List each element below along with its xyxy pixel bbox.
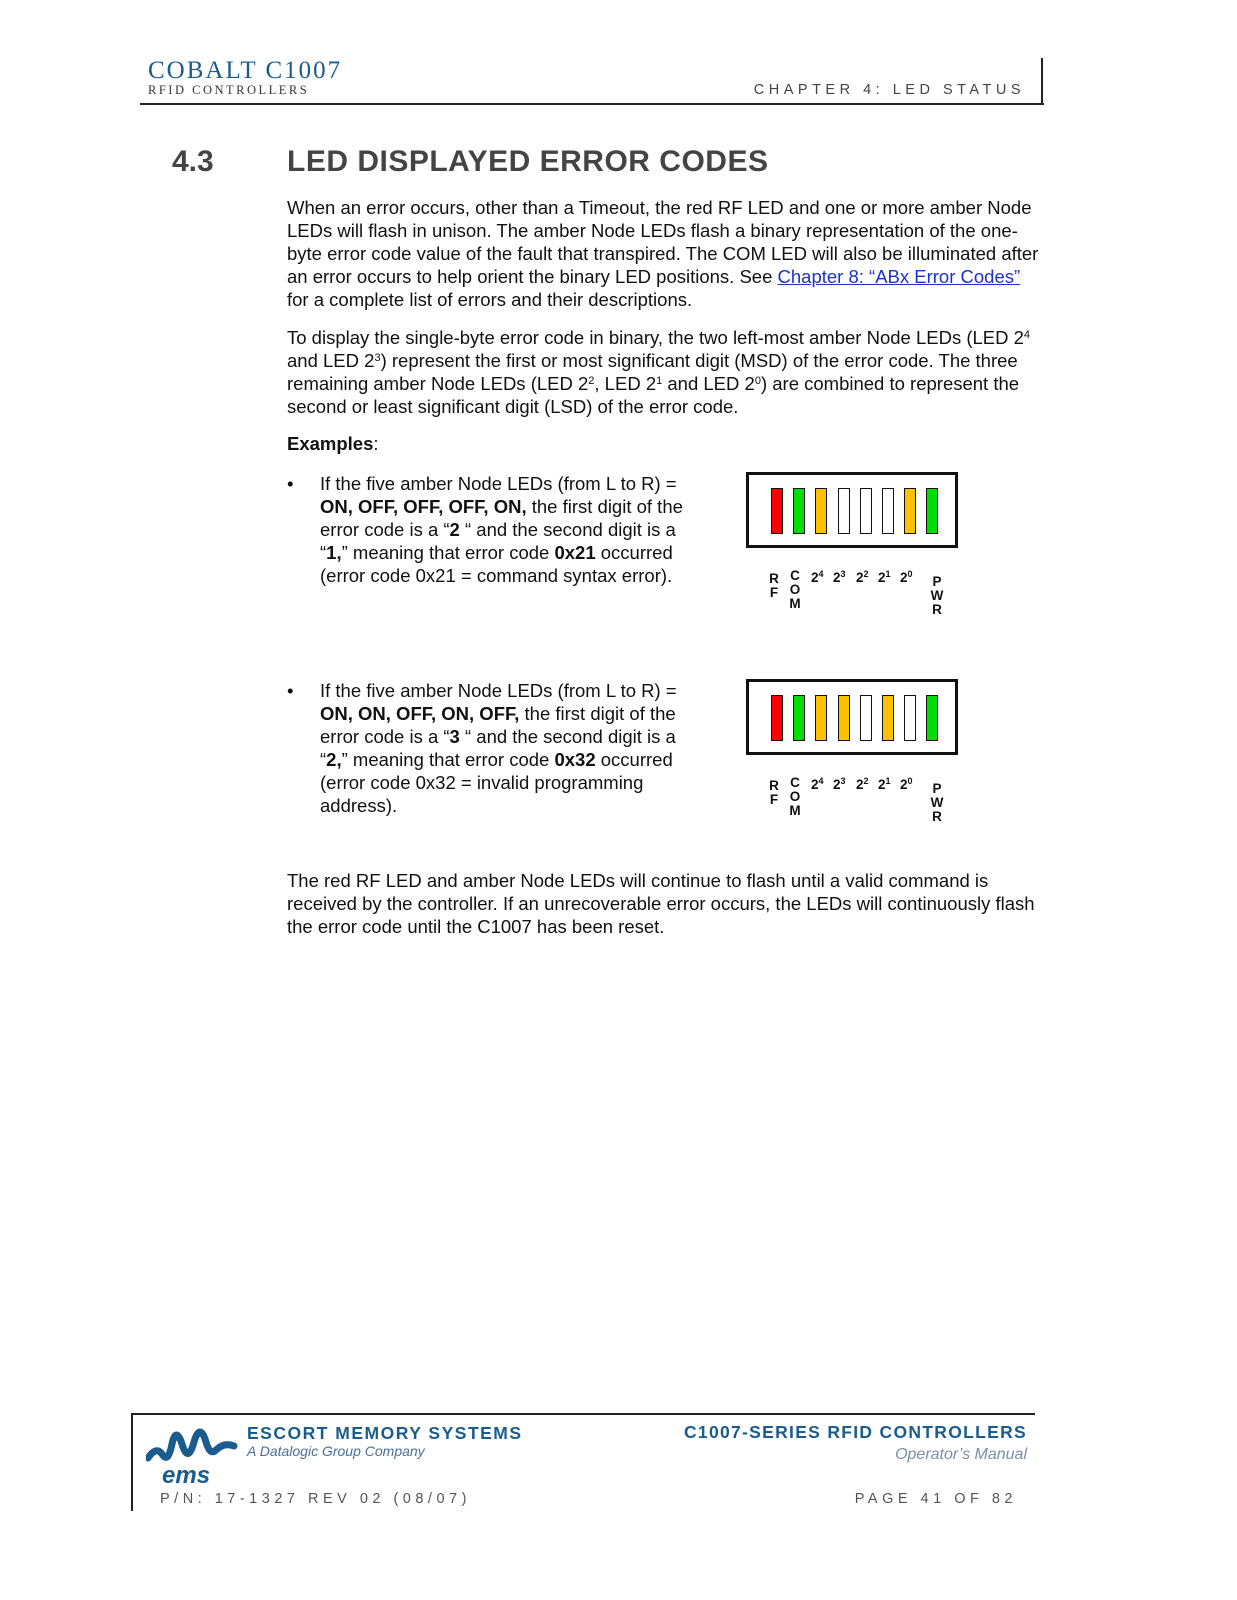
label-pwr: P W R bbox=[930, 781, 944, 824]
led-4-amber bbox=[838, 695, 850, 741]
intro-paragraph: When an error occurs, other than a Timeout, the red RF LED and one or more amber Node LEDs will flash in unison. The amber Node LEDs flash a binary representation of the one-byte error code value of the fault that transpired. The COM LED will also be illuminated after an error occurs to help orient the binary LED positions. See Chapter 8: “ABx Error Codes” for a complete list of errors and their descriptions. bbox=[287, 197, 1039, 310]
led-7-amber bbox=[904, 488, 916, 534]
company-name: ESCORT MEMORY SYSTEMS bbox=[247, 1423, 523, 1443]
led-7-off bbox=[904, 695, 916, 741]
label-2-2: $2^2$ bbox=[856, 776, 869, 792]
label-2-4: $2^4$ bbox=[811, 776, 824, 792]
company-tagline: A Datalogic Group Company bbox=[247, 1443, 425, 1459]
label-2-0: $2^0$ bbox=[900, 776, 913, 792]
led-5-off bbox=[860, 488, 872, 534]
brand-title: COBALT C1007 bbox=[148, 57, 343, 84]
label-2-4: $2^4$ bbox=[811, 569, 824, 585]
page-number: PAGE 41 OF 82 bbox=[854, 1491, 1017, 1507]
label-com: C O M bbox=[789, 568, 801, 611]
label-rf: R F bbox=[769, 571, 779, 600]
label-2-0: $2^0$ bbox=[900, 569, 913, 585]
examples-heading: Examples: bbox=[287, 433, 379, 454]
footer-vline bbox=[131, 1413, 133, 1511]
bullet-symbol: • bbox=[287, 473, 294, 494]
led-3-amber bbox=[815, 695, 827, 741]
closing-paragraph: The red RF LED and amber Node LEDs will continue to flash until a valid command is received by the controller. If an unrecoverable error occurs, the LEDs will continuously flash the error code until the C1007 has been reset. bbox=[287, 870, 1035, 937]
label-2-3: $2^3$ bbox=[833, 569, 846, 585]
label-2-1: $2^1$ bbox=[878, 776, 891, 792]
brand-logo bbox=[148, 58, 342, 97]
bullet-symbol: • bbox=[287, 680, 294, 701]
led-panel-2 bbox=[746, 679, 958, 755]
led-6-amber bbox=[882, 695, 894, 741]
led-5-off bbox=[860, 695, 872, 741]
label-2-2: $2^2$ bbox=[856, 569, 869, 585]
led-4-off bbox=[838, 488, 850, 534]
led-3-amber bbox=[815, 488, 827, 534]
example-2: • If the five amber Node LEDs (from L to R) = ON, ON, OFF, ON, OFF, the first digit of the error code is a “3 “ and the second digit is a “2,” meaning that error code 0x32 occurred (error code 0x32 = invalid programming address). bbox=[287, 680, 677, 816]
led-2-green bbox=[793, 488, 805, 534]
led-panel-1 bbox=[746, 472, 958, 548]
label-rf: R F bbox=[769, 778, 779, 807]
led-1-red bbox=[771, 488, 783, 534]
label-2-1: $2^1$ bbox=[878, 569, 891, 585]
footer-rule bbox=[131, 1413, 1035, 1415]
led-8-green bbox=[926, 695, 938, 741]
section-title: LED DISPLAYED ERROR CODES bbox=[287, 145, 769, 178]
part-number: P/N: 17-1327 REV 02 (08/07) bbox=[160, 1491, 471, 1507]
header-tick bbox=[1041, 58, 1043, 105]
chapter-title: CHAPTER 4: LED STATUS bbox=[753, 82, 1025, 98]
section-number: 4.3 bbox=[172, 145, 214, 178]
brand-subtitle: RFID CONTROLLERS bbox=[148, 83, 310, 97]
label-pwr: P W R bbox=[930, 574, 944, 617]
led-6-off bbox=[882, 488, 894, 534]
label-2-3: $2^3$ bbox=[833, 776, 846, 792]
binary-paragraph: To display the single-byte error code in binary, the two left-most amber Node LEDs (LED $2^4$ and LED $2^3$) represent the first or most significant digit (MSD) of the error code. The three remaining amber Node LEDs (LED $2^2$, LED $2^1$ and LED $2^0$) are combined to represent the second or least significant digit (LSD) of the error code. bbox=[287, 327, 1031, 417]
manual-title: Operator’s Manual bbox=[895, 1446, 1027, 1463]
label-com: C O M bbox=[789, 775, 801, 818]
chapter-8-link[interactable]: Chapter 8: “ABx Error Codes” bbox=[777, 266, 1021, 287]
product-series: C1007-SERIES RFID CONTROLLERS bbox=[683, 1422, 1027, 1442]
led-2-green bbox=[793, 695, 805, 741]
header-rule bbox=[140, 103, 1044, 105]
example-1: • If the five amber Node LEDs (from L to R) = ON, OFF, OFF, OFF, ON, the first digit of the error code is a “2 “ and the second digit is a “1,” meaning that error code 0x21 occurred (error code 0x21 = command syntax error). bbox=[287, 473, 683, 586]
led-8-green bbox=[926, 488, 938, 534]
ems-logo-text: ems bbox=[162, 1462, 211, 1489]
led-1-red bbox=[771, 695, 783, 741]
